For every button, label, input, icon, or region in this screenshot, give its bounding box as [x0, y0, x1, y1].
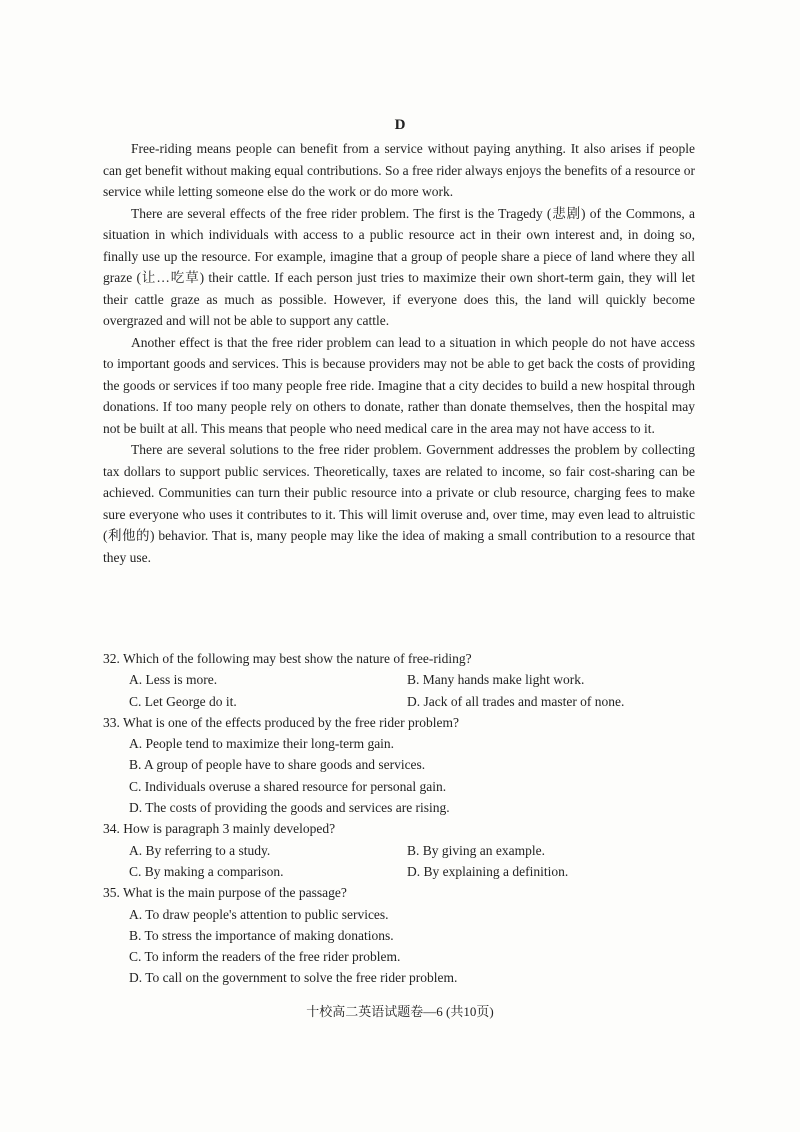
option-row	[103, 840, 703, 861]
option-row	[103, 691, 703, 712]
question-stem: 34. How is paragraph 3 mainly developed?	[103, 821, 336, 837]
option-c: C. Individuals overuse a shared resource for personal gain.	[129, 778, 447, 794]
option-b: B. By giving an example.	[407, 842, 545, 858]
question-stem: 33. What is one of the effects produced by the free rider problem?	[103, 714, 459, 730]
question-34	[103, 818, 703, 882]
option-row	[103, 861, 703, 882]
option-b: B. To stress the importance of making donations.	[129, 927, 394, 943]
passage-paragraph-1: Free-riding means people can benefit from a service without paying anything. It also arises if people can get benefit without making equal contributions. So a free rider always enjoys the benefits of a resource or service while letting someone else do the work or do more work.	[103, 141, 695, 199]
question-32	[103, 648, 703, 712]
reading-passage	[103, 138, 695, 568]
passage-paragraph-2: There are several effects of the free rider problem. The first is the Tragedy (悲剧) of the Commons, a situation in which individuals with access to a public resource act in their own interest and, in doing so, finally use up the resource. For example, imagine that a group of people share a piece of land where they all graze (让…吃草) their cattle. If each person just tries to maximize their own short-term gain, they will let their cattle graze as much as possible. However, if everyone does this, the land will quickly become overgrazed and will not be able to support any cattle.	[103, 205, 695, 328]
option-d: D. By explaining a definition.	[407, 863, 569, 879]
option-row	[103, 669, 703, 690]
question-stem: 32. Which of the following may best show the nature of free-riding?	[103, 651, 472, 666]
passage-paragraph-4: There are several solutions to the free rider problem. Government addresses the problem by collecting tax dollars to support public services. Theoretically, taxes are related to income, so fair cost-sharing can be achieved. Communities can turn their public resource into a private or club resource, charging fees to make sure everyone who uses it contributes to it. This will limit overuse and, over time, may even lead to altruistic (利他的) behavior. That is, many people may like the idea of making a small contribution to a resource that they use.	[103, 442, 695, 565]
option-a: A. By referring to a study.	[129, 842, 271, 858]
option-c: C. Let George do it.	[129, 693, 237, 709]
option-d: D. The costs of providing the goods and services are rising.	[129, 800, 450, 816]
option-c: C. To inform the readers of the free rider problem.	[129, 949, 401, 965]
option-c: C. By making a comparison.	[129, 863, 284, 879]
option-a: A. To draw people's attention to public services.	[129, 906, 389, 922]
section-heading: D	[394, 117, 406, 133]
page-footer: 十校高二英语试题卷—6 (共10页)	[306, 1004, 494, 1019]
question-33	[103, 712, 703, 818]
option-a: A. Less is more.	[129, 672, 218, 688]
option-b: B. Many hands make light work.	[407, 672, 585, 688]
passage-paragraph-3: Another effect is that the free rider problem can lead to a situation in which people do not have access to important goods and services. This is because providers may not be able to get back the costs of providing the goods or services if too many people free ride. Imagine that a city decides to build a new hospital through donations. If too many people rely on others to donate, rather than donate themselves, then the hospital may not be built at all. This means that people who need medical care in the area may not have access to it.	[103, 334, 695, 436]
option-a: A. People tend to maximize their long-term gain.	[129, 736, 395, 752]
question-35	[103, 882, 703, 988]
option-d: D. Jack of all trades and master of none.	[407, 693, 625, 709]
option-d: D. To call on the government to solve the free rider problem.	[129, 970, 458, 986]
question-stem: 35. What is the main purpose of the passage?	[103, 885, 347, 901]
option-b: B. A group of people have to share goods and services.	[129, 757, 426, 773]
question-list	[103, 648, 703, 989]
